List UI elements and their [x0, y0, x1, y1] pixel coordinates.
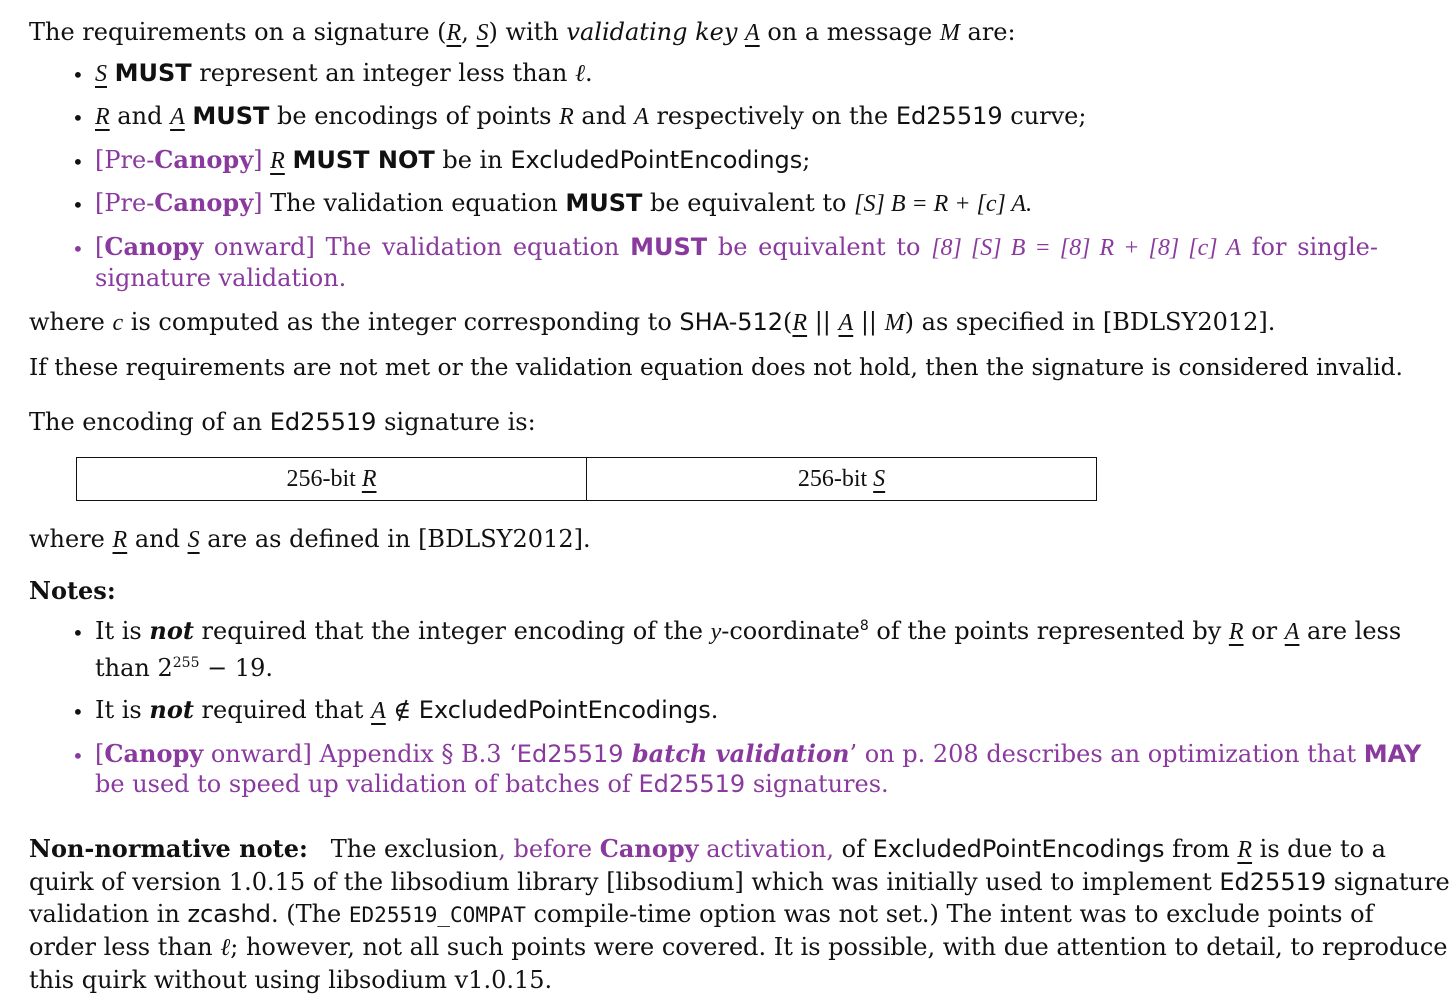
paragraph-text: signature is: [376, 408, 536, 436]
var-R: R [559, 104, 574, 130]
bit-length-label: 256-bit [797, 465, 874, 492]
requirement-line [95, 263, 1378, 293]
comma: , [461, 18, 477, 46]
canopy-keyword: Canopy [154, 188, 254, 217]
concat-operator: || [853, 308, 885, 336]
not-emphasis: not [149, 616, 194, 645]
note-text: are less [1299, 617, 1402, 645]
must-not-keyword: MUST NOT [292, 146, 435, 174]
excluded-point-encodings: ExcludedPointEncodings [872, 835, 1165, 863]
note-text: validation in [29, 900, 188, 928]
var-R: R [1237, 837, 1253, 863]
canopy-keyword: Canopy [104, 739, 204, 768]
note-text: signatures. [745, 770, 889, 798]
note-line [29, 964, 1372, 996]
note-text: of [834, 835, 873, 863]
paragraph-text: is computed as the integer corresponding to [123, 308, 680, 336]
requirement-item [95, 101, 1086, 132]
requirement-text: for single- [1251, 233, 1378, 261]
note-text: be used to speed up validation of batches of [95, 770, 639, 798]
var-A: A [634, 104, 649, 130]
var-A: A [1284, 619, 1300, 645]
var-S: S [873, 465, 886, 492]
var-A: A [170, 104, 185, 130]
note-text: ’ on p. 208 describes an optimization that [849, 740, 1364, 768]
paragraph-text: and [127, 525, 188, 553]
note-line [95, 653, 1373, 683]
tag-text: [Pre- [95, 189, 155, 217]
signature-encoding-table [76, 457, 1097, 501]
var-R: R [112, 527, 128, 553]
concat-operator: || [807, 308, 839, 336]
appendix-link[interactable]: Appendix § B.3 ‘ [311, 740, 517, 768]
paragraph-text: as specified in [BDLSY2012]. [914, 308, 1276, 336]
bullet: • [72, 621, 84, 645]
pre-canopy-tag [95, 189, 263, 217]
where-c-paragraph [29, 307, 1275, 338]
requirement-item [95, 232, 1378, 293]
requirement-text: respectively on the [648, 102, 896, 130]
period: . [584, 59, 593, 87]
bullet: • [72, 700, 84, 724]
encoding-cell-R [77, 458, 587, 501]
note-text: than 2 [95, 654, 173, 682]
tag-text: onward] [203, 233, 315, 261]
paragraph-text: where [29, 308, 113, 336]
var-A: A [371, 698, 386, 724]
requirement-text: be equivalent to [642, 189, 855, 217]
var-A: A [745, 20, 760, 46]
requirement-item [95, 58, 593, 89]
note-text: or [1243, 617, 1285, 645]
note-line [29, 931, 1448, 964]
note-line [29, 898, 1372, 931]
note-text: activation, [698, 835, 834, 863]
note-text: compile-time option was not set.) The intent was to exclude points of [525, 900, 1374, 928]
must-keyword: MUST [192, 102, 270, 130]
table-row [77, 458, 1097, 501]
zcashd-name: zcashd [187, 900, 271, 928]
must-keyword: MUST [630, 233, 708, 261]
note-line [29, 833, 1386, 866]
note-text: − 19. [199, 654, 274, 682]
requirement-text: The validation equation [262, 189, 566, 217]
footnote-marker[interactable]: 8 [859, 618, 869, 634]
note-text: quirk of version 1.0.15 of the libsodium library [libsodium] which was initially used to implement [29, 868, 1220, 896]
var-y: y [710, 619, 722, 645]
var-R: R [270, 148, 285, 174]
intro-paragraph [29, 17, 1016, 48]
intro-text: on a message [759, 18, 940, 46]
paragraph-text: where [29, 525, 113, 553]
requirement-text: be in [434, 146, 511, 174]
requirement-text: represent an integer less than [191, 59, 575, 87]
note-text: signature [1326, 868, 1450, 896]
note-text: order less than [29, 933, 221, 961]
note-line [95, 739, 1422, 769]
note-line [29, 866, 1450, 898]
curve-name: Ed25519 [1219, 868, 1327, 896]
paren: ( [783, 308, 793, 336]
var-M: M [884, 310, 905, 336]
curve-name: Ed25519 [269, 408, 377, 436]
where-rs-paragraph [29, 524, 591, 555]
requirement-text: be equivalent to [717, 233, 932, 261]
validation-equation: [8] [S] B = [8] R + [8] [c] A [931, 235, 1241, 261]
canopy-remark [498, 835, 834, 863]
var-A: A [838, 310, 854, 336]
note-text: this quirk without using libsodium v1.0.15. [29, 966, 553, 994]
invalid-paragraph: If these requirements are not met or the validation equation does not hold, then the signature is considered invalid. [29, 353, 1403, 381]
bullet: • [72, 106, 84, 130]
var-S: S [95, 61, 107, 87]
var-R: R [792, 310, 808, 336]
note-item [95, 695, 718, 726]
var-c: c [112, 310, 124, 336]
canopy-keyword: Canopy [154, 145, 254, 174]
note-text: required that [193, 696, 372, 724]
must-keyword: MUST [114, 59, 192, 87]
paren: ) [904, 308, 915, 336]
non-normative-note [29, 833, 1450, 996]
curve-name: Ed25519 [516, 740, 624, 768]
exponent: 255 [172, 655, 200, 671]
must-keyword: MUST [565, 189, 643, 217]
note-text: The exclusion [330, 835, 499, 863]
requirement-text: and [109, 102, 171, 130]
note-text: ; however, not all such points were covered. It is possible, with due attention to detail, to reproduce [230, 933, 1448, 961]
requirement-text: ; [802, 146, 811, 174]
curve-name: Ed25519 [895, 102, 1003, 130]
bullet: • [72, 63, 84, 87]
bit-length-label: 256-bit [286, 465, 362, 492]
var-R: R [1228, 619, 1244, 645]
tag-text: onward] [203, 740, 312, 768]
intro-text: ) with [488, 18, 567, 46]
may-keyword: MAY [1363, 740, 1422, 768]
batch-validation-term: batch validation [623, 739, 850, 768]
var-M: M [939, 20, 960, 46]
requirement-line [95, 232, 1378, 263]
note-text: of the points represented by [868, 617, 1229, 645]
note-text: from [1164, 835, 1238, 863]
requirement-item [95, 145, 810, 176]
note-text: , before [498, 835, 600, 863]
requirement-text: curve; [1002, 102, 1087, 130]
requirement-text: The validation equation [325, 233, 631, 261]
pre-canopy-tag [95, 146, 263, 174]
note-text: . [710, 696, 719, 724]
paragraph-text: The encoding of an [29, 408, 270, 436]
note-text: required that the integer encoding of the [193, 617, 711, 645]
canopy-keyword: Canopy [104, 232, 204, 261]
notes-heading: Notes: [29, 576, 116, 605]
not-emphasis: not [149, 695, 194, 724]
intro-text: are: [959, 18, 1016, 46]
not-element-of: ∉ [385, 696, 419, 724]
bullet: • [72, 193, 84, 217]
curve-name: Ed25519 [638, 770, 746, 798]
tag-text: [ [95, 233, 105, 261]
encoding-paragraph [29, 407, 536, 437]
non-normative-label: Non-normative note: [29, 834, 308, 863]
tag-text: ] [253, 189, 263, 217]
paragraph-text: are as defined in [BDLSY2012]. [199, 525, 591, 553]
compile-option: ED25519_COMPAT [348, 903, 526, 927]
note-item [95, 739, 1422, 799]
var-ell: ℓ [574, 61, 585, 87]
requirement-item [95, 188, 1032, 219]
excluded-point-encodings: ExcludedPointEncodings [510, 146, 803, 174]
requirement-text: be encodings of points [269, 102, 560, 130]
bullet: • [72, 237, 84, 261]
sha512-function: SHA-512 [679, 308, 784, 336]
requirement-text: signature validation. [95, 264, 347, 292]
tag-text: [ [95, 740, 105, 768]
note-text: It is [95, 617, 150, 645]
validation-equation: [S] B = R + [c] A. [854, 191, 1033, 217]
encoding-cell-S [587, 458, 1097, 501]
requirement-text: and [573, 102, 635, 130]
var-S: S [187, 527, 200, 553]
validating-key-term: validating key [566, 18, 738, 46]
bullet: • [72, 150, 84, 174]
note-text: It is [95, 696, 150, 724]
note-line [95, 616, 1402, 647]
tag-text: ] [253, 146, 263, 174]
note-text: -coordinate [721, 617, 860, 645]
note-item [95, 616, 1402, 683]
var-ell: ℓ [220, 935, 231, 961]
var-R: R [361, 465, 377, 492]
intro-text: The requirements on a signature ( [29, 18, 447, 46]
excluded-point-encodings: ExcludedPointEncodings [418, 696, 711, 724]
bullet: • [72, 744, 84, 768]
var-R: R [446, 20, 462, 46]
var-R: R [95, 104, 110, 130]
note-text: is due to a [1252, 835, 1386, 863]
canopy-keyword: Canopy [599, 834, 699, 863]
note-text: . (The [270, 900, 349, 928]
var-S: S [476, 20, 489, 46]
note-line [95, 769, 1373, 799]
tag-text: [Pre- [95, 146, 155, 174]
